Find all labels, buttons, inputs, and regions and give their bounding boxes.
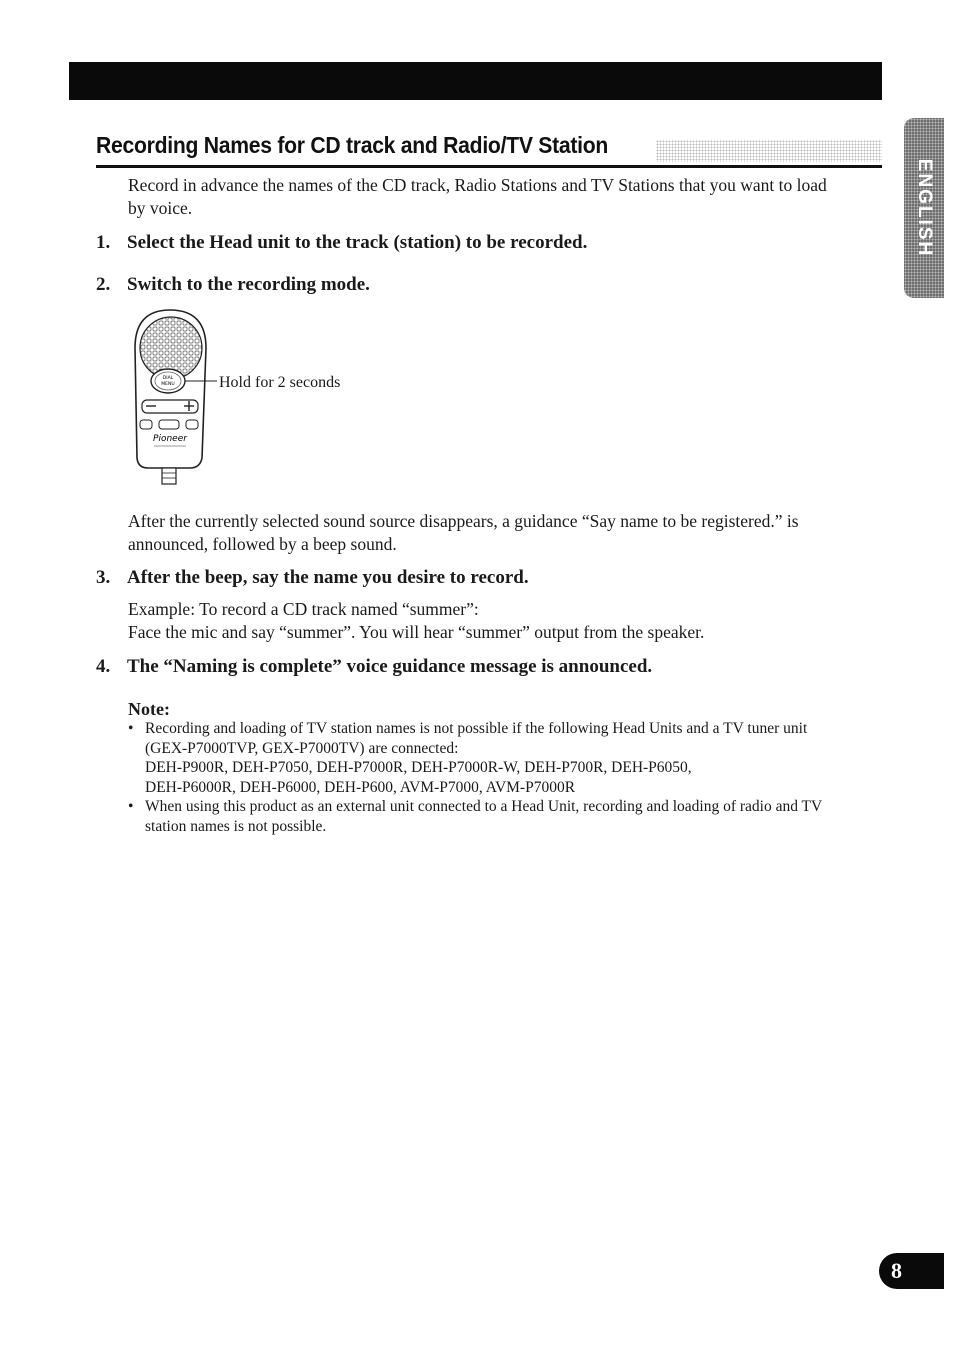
language-tab-label: ENGLISH xyxy=(914,158,935,258)
remote-microphone-figure xyxy=(128,308,388,490)
note-text: When using this product as an external unit connected to a Head Unit, recording and loading of radio and TV station names is not possible. xyxy=(145,798,822,835)
step-text: Select the Head unit to the track (station) to be recorded. xyxy=(127,232,588,253)
section-divider xyxy=(96,165,882,168)
example-line: Example: To record a CD track named “summer”: xyxy=(128,599,479,619)
step-2 xyxy=(96,274,370,296)
note-list xyxy=(128,719,848,837)
hold-callout-label: Hold for 2 seconds xyxy=(219,374,341,391)
step-number: 2. xyxy=(96,274,111,295)
bullet: • xyxy=(128,798,134,816)
page-number: 8 xyxy=(891,1258,902,1283)
note-heading: Note: xyxy=(128,699,170,719)
language-tab xyxy=(904,118,944,298)
section-title: Recording Names for CD track and Radio/TV Station xyxy=(96,132,614,159)
note-text: Recording and loading of TV station names is not possible if the following Head Units and a TV tuner unit (GEX-P7000TVP, GEX-P7000TV) are connected: xyxy=(145,720,808,757)
note-item xyxy=(128,797,848,836)
step-number: 4. xyxy=(96,656,111,677)
header-bar xyxy=(69,62,882,100)
step-text: After the beep, say the name you desire to record. xyxy=(127,567,529,588)
bullet: • xyxy=(128,720,134,737)
note-item xyxy=(128,719,848,797)
note-model-list: DEH-P6000R, DEH-P6000, DEH-P600, AVM-P7000, AVM-P7000R xyxy=(145,778,576,796)
step3-example xyxy=(128,598,848,644)
example-line: Face the mic and say “summer”. You will hear “summer” output from the speaker. xyxy=(128,622,705,642)
section-header xyxy=(96,132,882,164)
step-number: 1. xyxy=(96,232,111,253)
after-step2-paragraph: After the currently selected sound source disappears, a guidance “Say name to be registered.” is announced, followed by a beep sound. xyxy=(128,511,799,554)
step-text: The “Naming is complete” voice guidance message is announced. xyxy=(127,656,653,677)
header-shading xyxy=(656,140,882,162)
step-text: Switch to the recording mode. xyxy=(127,274,370,295)
step-3 xyxy=(96,567,529,589)
step-1 xyxy=(96,232,587,254)
step-4 xyxy=(96,656,652,678)
svg-text:MENU: MENU xyxy=(161,382,175,387)
note-model-list: DEH-P900R, DEH-P7050, DEH-P7000R, DEH-P7000R-W, DEH-P700R, DEH-P6050, xyxy=(145,759,692,777)
remote-microphone-illustration xyxy=(128,308,388,490)
page-number-badge xyxy=(879,1253,944,1289)
svg-text:DIAL: DIAL xyxy=(162,376,174,381)
intro-paragraph: Record in advance the names of the CD track, Radio Stations and TV Stations that you want to load by voice. xyxy=(128,175,827,218)
step-number: 3. xyxy=(96,567,111,588)
svg-text:Pioneer: Pioneer xyxy=(153,434,187,444)
